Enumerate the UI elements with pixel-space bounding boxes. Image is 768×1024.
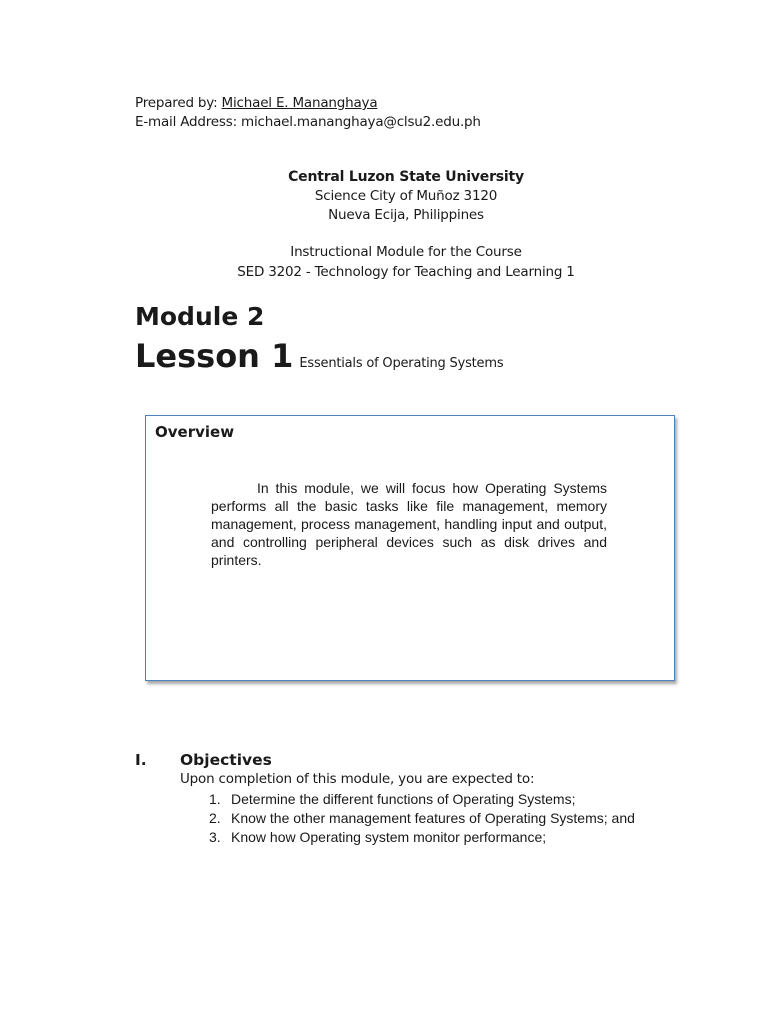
list-item-number: 3. [209, 829, 221, 845]
list-item-text: Know the other management features of Operating Systems; and [231, 810, 635, 826]
overview-title: Overview [155, 423, 235, 441]
lesson-subtitle: Essentials of Operating Systems [299, 356, 504, 371]
lesson-heading [135, 336, 503, 376]
overview-text: In this module, we will focus how Operating Systems performs all the basic tasks like file management, memory management, process management, handling input and output, and controlling peripheral devices such as disk drives and printers. [211, 480, 607, 568]
university-province: Nueva Ecija, Philippines [328, 207, 484, 223]
list-item [209, 790, 635, 809]
course-line-1: Instructional Module for the Course [290, 244, 522, 260]
list-item-text: Determine the different functions of Operating Systems; [231, 791, 576, 807]
prepared-by-line [135, 94, 481, 113]
list-item-number: 2. [209, 810, 221, 826]
course-line-2: SED 3202 - Technology for Teaching and Learning 1 [237, 264, 575, 280]
list-item-number: 1. [209, 791, 221, 807]
objectives-numeral: I. [135, 751, 147, 769]
author-block [135, 94, 481, 132]
objectives-list [209, 790, 635, 847]
prepared-by-label: Prepared by: [135, 95, 222, 111]
author-name-link[interactable]: Michael E. Mananghaya [221, 95, 378, 111]
list-item [209, 828, 635, 847]
lesson-title: Lesson 1 [135, 337, 294, 375]
list-item-text: Know how Operating system monitor performance; [231, 829, 547, 845]
objectives-intro: Upon completion of this module, you are expected to: [180, 771, 535, 787]
overview-box [145, 415, 675, 681]
objectives-title: Objectives [180, 751, 272, 769]
email-line: E-mail Address: michael.mananghaya@clsu2.edu.ph [135, 114, 481, 130]
list-item [209, 809, 635, 828]
university-city: Science City of Muñoz 3120 [314, 188, 498, 204]
university-name: Central Luzon State University [288, 169, 524, 185]
module-title: Module 2 [135, 302, 265, 331]
